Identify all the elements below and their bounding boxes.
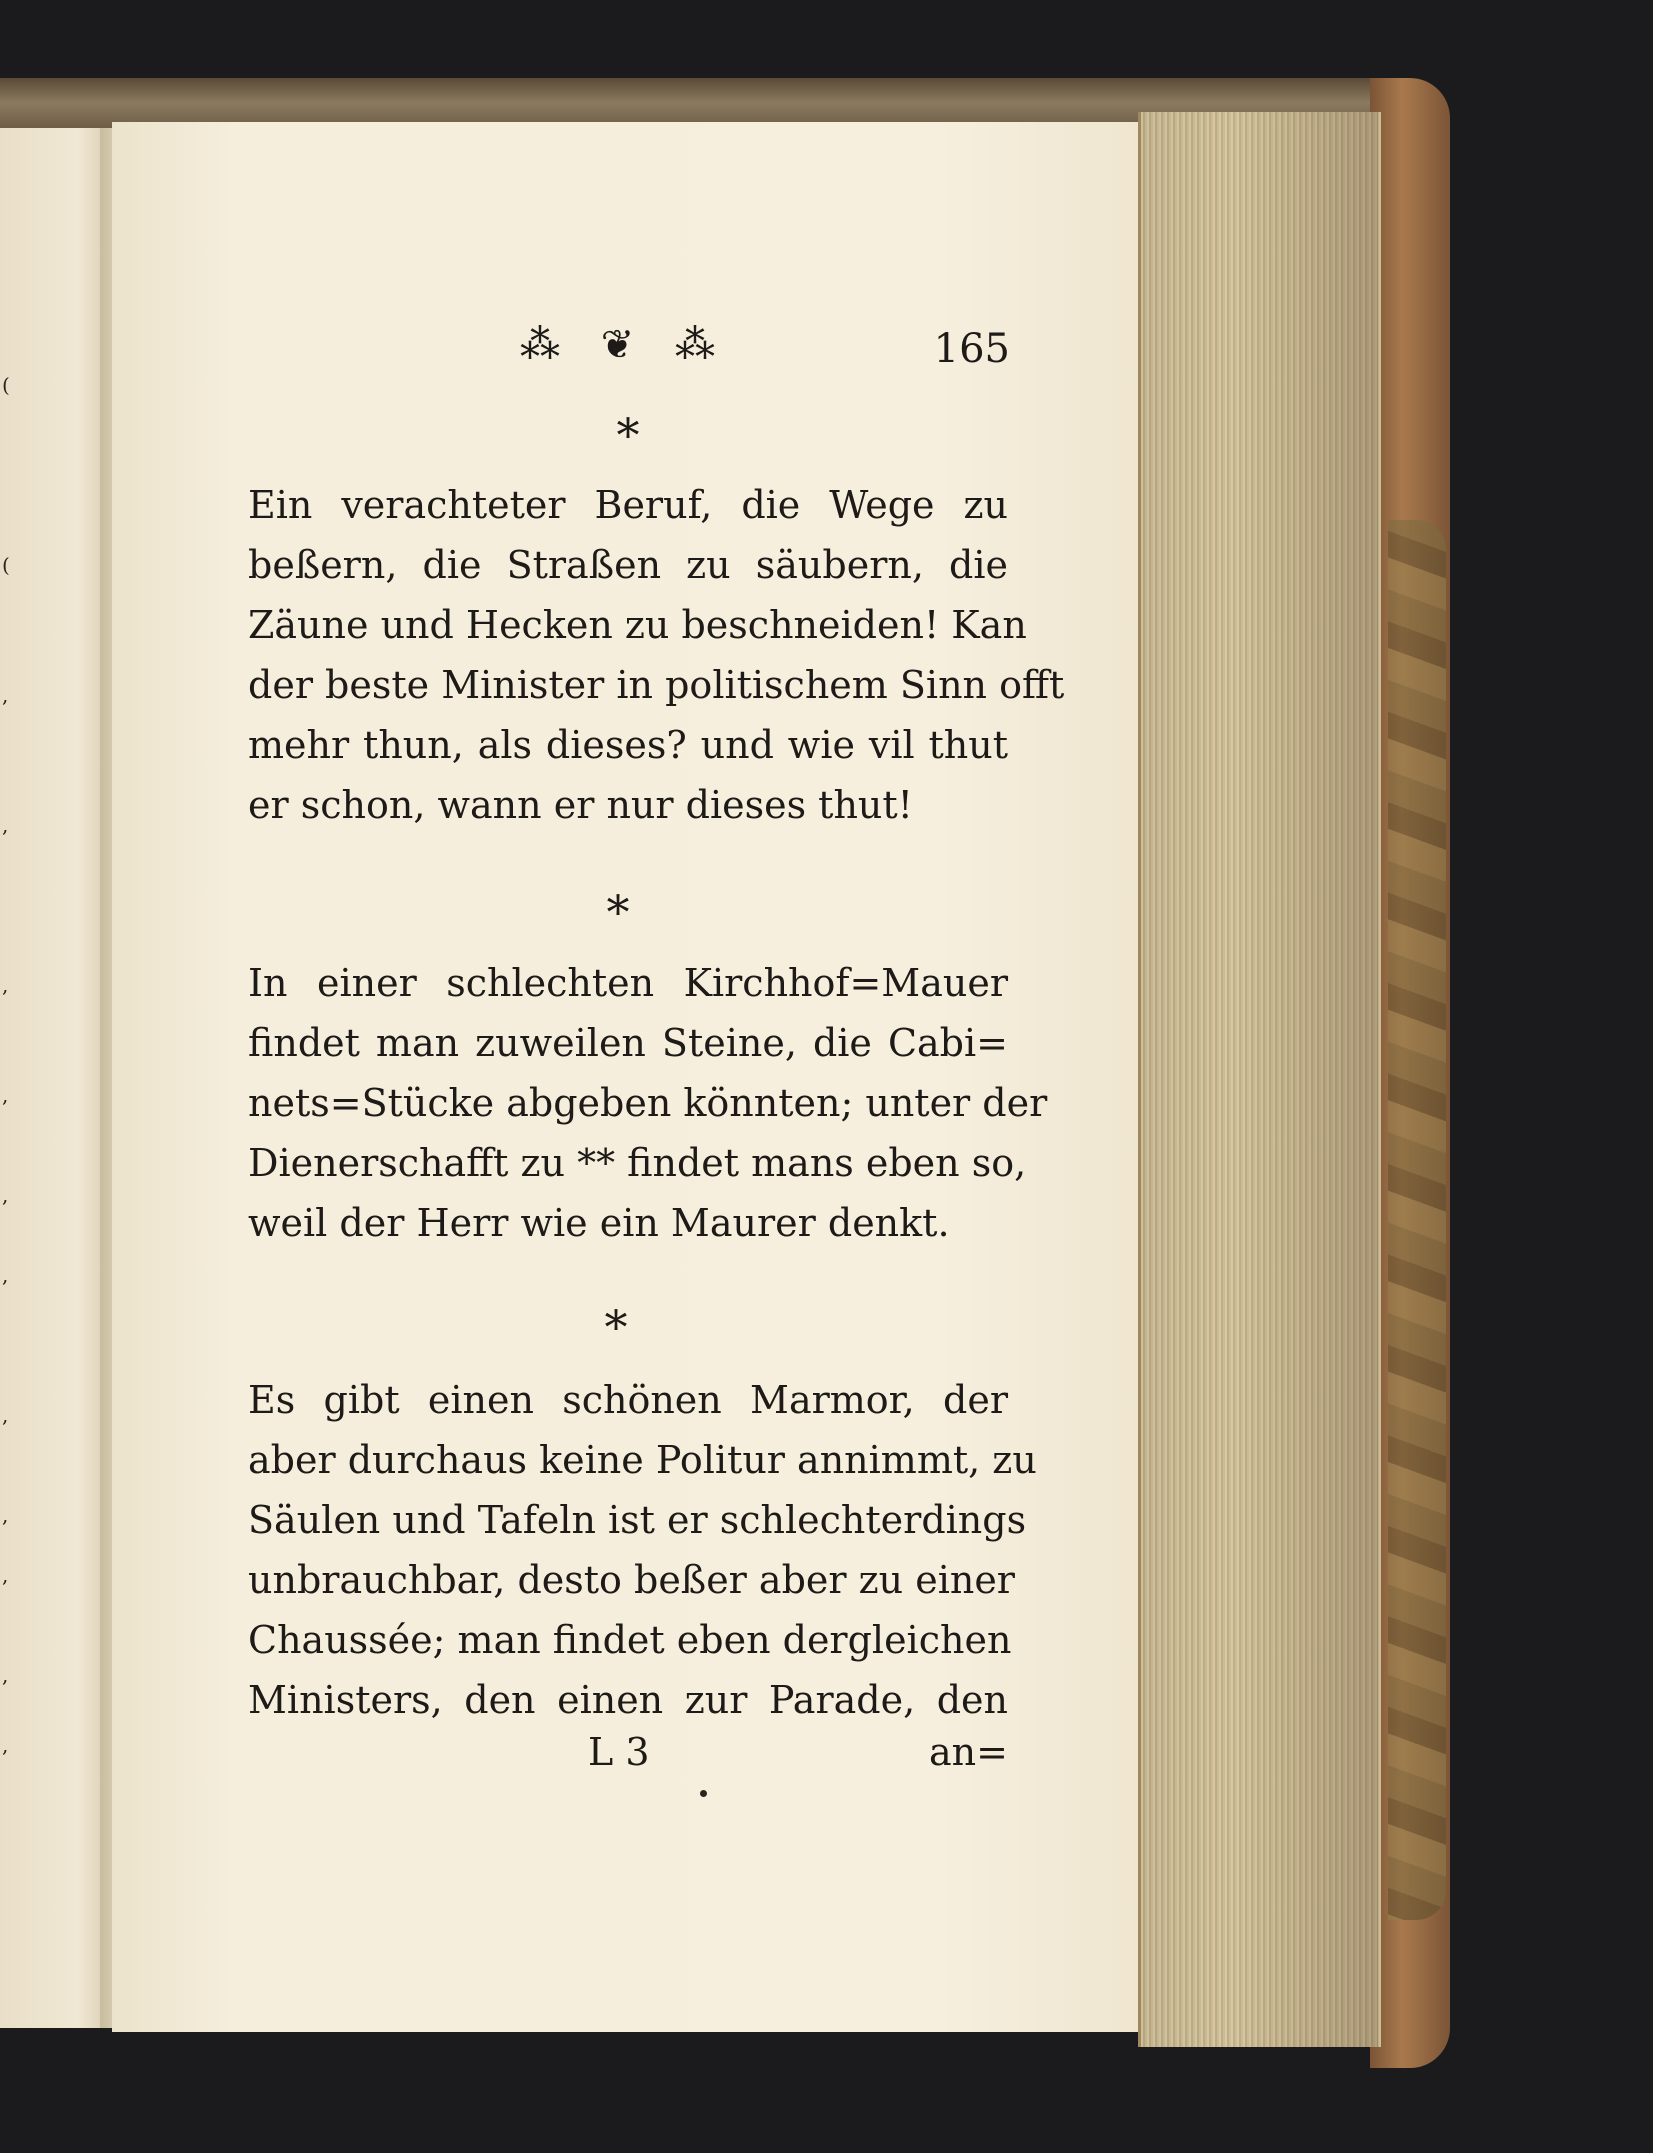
signature-mark: L 3 [588,1730,650,1774]
paragraph-2 [248,953,1048,1253]
section-asterisk-2: * [606,885,630,939]
running-header [520,322,1010,382]
paragraph-1 [248,475,1065,835]
text-line: Ministers, den einen zur Parade, den [248,1678,1008,1722]
left-page-fragments: ( ( , , , , , , , , , , , [2,373,10,1757]
text-line: aber durchaus keine Politur annimmt, zu [248,1438,1037,1482]
ink-speck [700,1790,707,1797]
fore-edge-shadow [1138,112,1378,2047]
text-line: In einer schlechten Kirchhof=Mauer [248,961,1008,1005]
section-asterisk-1: * [616,408,640,462]
text-line: nets=Stücke abgeben könnten; unter der [248,1081,1048,1125]
text-line: findet man zuweilen Steine, die Cabi= [248,1021,1008,1065]
text-line: weil der Herr wie ein Maurer denkt. [248,1201,950,1245]
text-line: beßern, die Straßen zu säubern, die [248,543,1008,587]
marbled-cover [1388,520,1446,1920]
left-page-edge [0,128,112,2028]
page-number: 165 [933,326,1010,372]
text-line: Es gibt einen schönen Marmor, der [248,1378,1008,1422]
text-line: er schon, wann er nur dieses thut! [248,783,913,827]
catchword: an= [929,1730,1008,1774]
text-line: Ein verachteter Beruf, die Wege zu [248,483,1008,527]
text-line: unbrauchbar, desto beßer aber zu einer [248,1558,1015,1602]
page-footer [248,1730,1008,1780]
text-line: Säulen und Tafeln ist er schlechterdings [248,1498,1027,1542]
text-line: Zäune und Hecken zu beschneiden! Kan [248,603,1027,647]
text-line: der beste Minister in politischem Sinn offt [248,663,1065,707]
text-line: Chaussée; man findet eben dergleichen [248,1618,1012,1662]
section-asterisk-3: * [604,1300,628,1354]
show-through-text [250,410,261,449]
paragraph-3 [248,1370,1037,1730]
header-ornament: ⁂ ❦ ⁂ [520,322,729,368]
text-line: mehr thun, als dieses? und wie vil thut [248,723,1008,767]
text-line: Dienerschafft zu ** findet mans eben so, [248,1141,1027,1185]
